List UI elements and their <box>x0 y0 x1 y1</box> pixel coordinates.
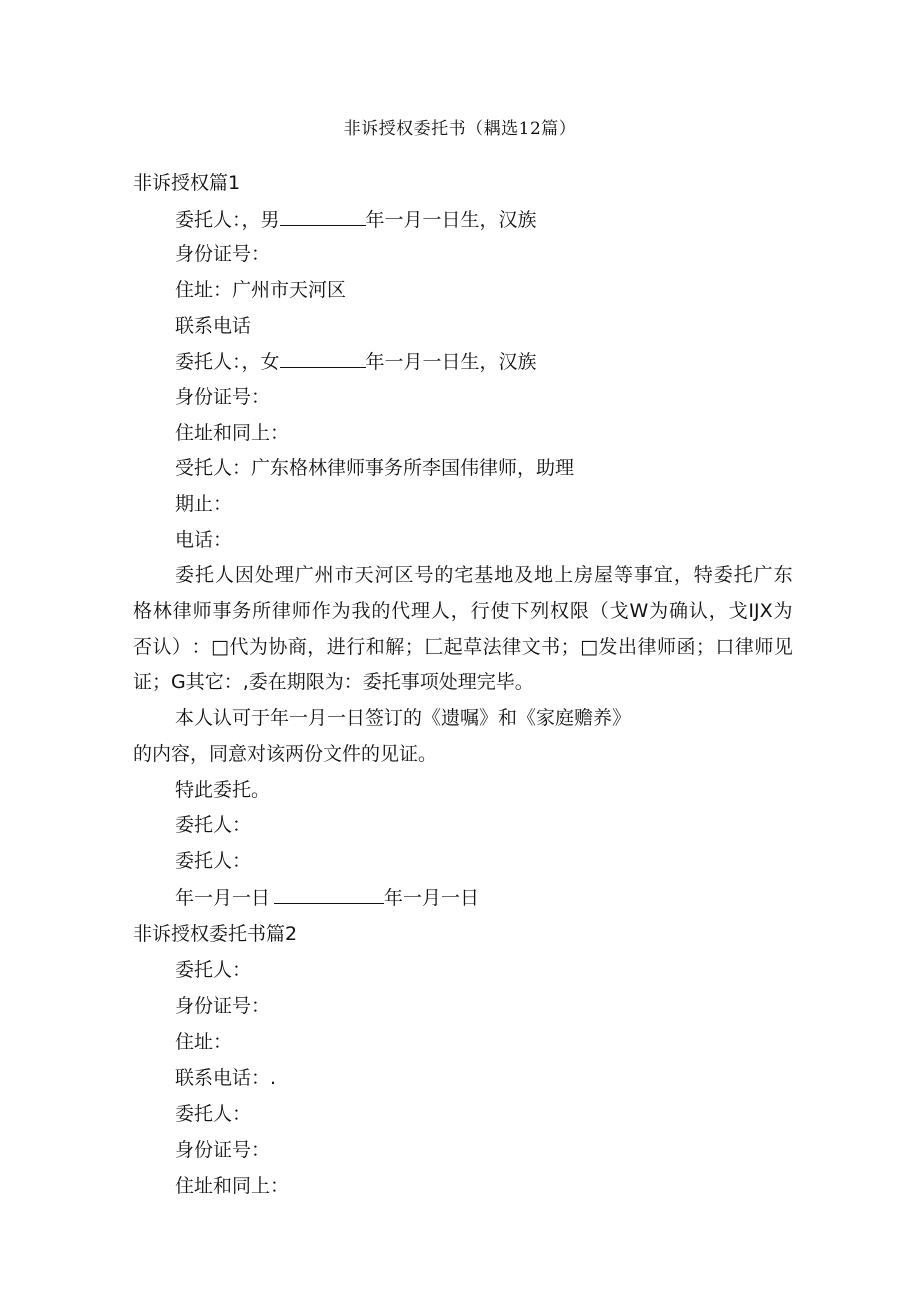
paragraph-char: 托 <box>733 564 753 586</box>
paragraph-char: 天 <box>354 564 374 586</box>
paragraph-char: 师 <box>754 636 774 658</box>
paragraph-char: ， <box>708 600 728 622</box>
paragraph-char: 为 <box>649 600 669 622</box>
signature-principal-1: 委托人： <box>175 814 252 836</box>
principal-2-birth: 年一月一日生，汉族 <box>365 351 537 373</box>
paragraph-char: ， <box>450 600 470 622</box>
address-1: 住址：广州市天河区 <box>175 279 347 301</box>
paragraph-char: 列 <box>530 600 550 622</box>
paragraph-char: 使 <box>490 600 510 622</box>
paragraph-char: 处 <box>254 564 274 586</box>
section-1-heading: 非诉授权篇1 <box>133 172 241 194</box>
id-number-1: 身份证号： <box>175 243 271 265</box>
s2-address-2: 住址和同上： <box>175 1175 290 1197</box>
paragraph-char: □ <box>580 636 599 658</box>
paragraph-char: 为 <box>331 600 351 622</box>
paragraph-char: 律 <box>272 600 292 622</box>
principal-1-line <box>175 207 537 232</box>
paragraph-char: 及 <box>514 564 534 586</box>
paragraph-char: ； <box>695 636 715 658</box>
acknowledgement-line-2: 的内容，同意对该两份文件的见证。 <box>133 743 438 765</box>
paragraph-char: 否 <box>133 636 153 658</box>
paragraph-char: 为 <box>773 600 793 622</box>
paragraph-char: 河 <box>374 564 394 586</box>
paragraph-char: 权 <box>550 600 570 622</box>
paragraph-char: 匚 <box>424 636 444 658</box>
paragraph-char: 师 <box>192 600 212 622</box>
paragraph-char: 地 <box>534 564 554 586</box>
agent-phone: 电话： <box>175 529 233 551</box>
paragraph-char: 草 <box>463 636 483 658</box>
paragraph-char: 事 <box>633 564 653 586</box>
paragraph-char: 出 <box>617 636 637 658</box>
paragraph-char: ） <box>171 636 191 658</box>
principal-1-text: 委托人：，男 <box>175 209 280 231</box>
paragraph-char: 商 <box>287 636 307 658</box>
paragraph-char: 广 <box>294 564 314 586</box>
s2-principal-2: 委托人： <box>175 1103 252 1125</box>
paragraph-char: 法 <box>482 636 502 658</box>
signature-principal-2: 委托人： <box>175 850 252 872</box>
paragraph-char: 我 <box>351 600 371 622</box>
paragraph-char: 认 <box>152 636 172 658</box>
paragraph-char: 市 <box>334 564 354 586</box>
blank-line <box>280 207 366 226</box>
paragraph-char: 和 <box>365 636 385 658</box>
paragraph-char: IJX <box>748 600 773 622</box>
s2-phone-1: 联系电话：. <box>175 1067 277 1089</box>
paragraph-char: 上 <box>554 564 574 586</box>
paragraph-char: 书 <box>541 636 561 658</box>
paragraph-char: 的 <box>434 564 454 586</box>
paragraph-char: 行 <box>470 600 490 622</box>
paragraph-char: 人 <box>430 600 450 622</box>
paragraph-char: 理 <box>274 564 294 586</box>
principal-1-birth: 年一月一日生，汉族 <box>365 209 537 231</box>
paragraph-char: 地 <box>494 564 514 586</box>
paragraph-char: 律 <box>734 636 754 658</box>
paragraph-char: 函 <box>676 636 696 658</box>
paragraph-char: ； <box>560 636 580 658</box>
authorization-paragraph-line-1 <box>175 563 793 587</box>
paragraph-char: 屋 <box>594 564 614 586</box>
principal-2-text: 委托人：，女 <box>175 351 280 373</box>
paragraph-char: 下 <box>510 600 530 622</box>
document-title: 非诉授权委托书（耦选12篇） <box>343 119 577 139</box>
paragraph-char: 务 <box>232 600 252 622</box>
paragraph-char: 协 <box>268 636 288 658</box>
paragraph-char: 代 <box>391 600 411 622</box>
paragraph-char: 文 <box>521 636 541 658</box>
paragraph-char: W <box>629 600 649 622</box>
acknowledgement-line-1: 本人认可于年一月一日签订的《遗嘱》和《家庭赡养》 <box>175 707 632 729</box>
date-line <box>175 885 479 910</box>
paragraph-char: 戈 <box>609 600 629 622</box>
paragraph-char: 格 <box>133 600 153 622</box>
agent-line: 受托人：广东格林律师事务所李国伟律师，助理 <box>175 457 575 479</box>
paragraph-char: 理 <box>411 600 431 622</box>
phone-1: 联系电话 <box>175 315 252 337</box>
date-right: 年一月一日 <box>384 887 480 909</box>
paragraph-char: 委 <box>713 564 733 586</box>
paragraph-char: 戈 <box>728 600 748 622</box>
paragraph-char: 师 <box>656 636 676 658</box>
paragraph-char: ， <box>307 636 327 658</box>
paragraph-char: 广 <box>753 564 773 586</box>
paragraph-char: 托 <box>194 564 214 586</box>
address-2: 住址和同上： <box>175 422 290 444</box>
paragraph-char: 区 <box>394 564 414 586</box>
paragraph-char: 东 <box>773 564 793 586</box>
date-left: 年一月一日 <box>175 887 271 909</box>
s2-id-number-2: 身份证号： <box>175 1139 271 1161</box>
paragraph-char: 等 <box>613 564 633 586</box>
paragraph-char: 房 <box>574 564 594 586</box>
paragraph-char: 律 <box>502 636 522 658</box>
paragraph-char: □ <box>210 636 229 658</box>
blank-line <box>274 885 384 904</box>
paragraph-char: （ <box>589 600 609 622</box>
paragraph-char: ： <box>191 636 211 658</box>
paragraph-char: 师 <box>291 600 311 622</box>
paragraph-char: 委 <box>175 564 195 586</box>
paragraph-char: 行 <box>346 636 366 658</box>
paragraph-char: 林 <box>152 600 172 622</box>
period-line: 期止： <box>175 493 233 515</box>
paragraph-char: 口 <box>715 636 735 658</box>
paragraph-char: 州 <box>314 564 334 586</box>
authorization-paragraph-line-2 <box>133 599 793 623</box>
s2-principal-1: 委托人： <box>175 959 252 981</box>
paragraph-char: 事 <box>212 600 232 622</box>
paragraph-char: 律 <box>172 600 192 622</box>
blank-line <box>280 349 366 368</box>
paragraph-char: 作 <box>311 600 331 622</box>
closing-text: 特此委托。 <box>175 779 271 801</box>
paragraph-char: 律 <box>637 636 657 658</box>
paragraph-char: 宅 <box>454 564 474 586</box>
paragraph-char: 限 <box>569 600 589 622</box>
paragraph-char: 认 <box>688 600 708 622</box>
paragraph-char: 因 <box>234 564 254 586</box>
paragraph-char: 代 <box>229 636 249 658</box>
paragraph-char: 的 <box>371 600 391 622</box>
paragraph-char: 宜 <box>653 564 673 586</box>
paragraph-char: 起 <box>443 636 463 658</box>
paragraph-char: 人 <box>214 564 234 586</box>
paragraph-char: ， <box>673 564 693 586</box>
paragraph-char: ； <box>404 636 424 658</box>
authorization-paragraph-line-3 <box>133 635 793 659</box>
s2-address-1: 住址： <box>175 1031 233 1053</box>
id-number-2: 身份证号： <box>175 386 271 408</box>
s2-id-number-1: 身份证号： <box>175 995 271 1017</box>
paragraph-char: 见 <box>773 636 793 658</box>
principal-2-line <box>175 349 537 374</box>
paragraph-char: 发 <box>598 636 618 658</box>
authorization-paragraph-line-4: 证；G其它：,委在期限为：委托事项处理完毕。 <box>133 671 534 693</box>
section-2-heading: 非诉授权委托书篇2 <box>133 923 298 945</box>
paragraph-char: 所 <box>252 600 272 622</box>
paragraph-char: 确 <box>668 600 688 622</box>
paragraph-char: 基 <box>474 564 494 586</box>
paragraph-char: 进 <box>326 636 346 658</box>
paragraph-char: 号 <box>414 564 434 586</box>
paragraph-char: 解 <box>385 636 405 658</box>
paragraph-char: 为 <box>248 636 268 658</box>
paragraph-char: 特 <box>693 564 713 586</box>
